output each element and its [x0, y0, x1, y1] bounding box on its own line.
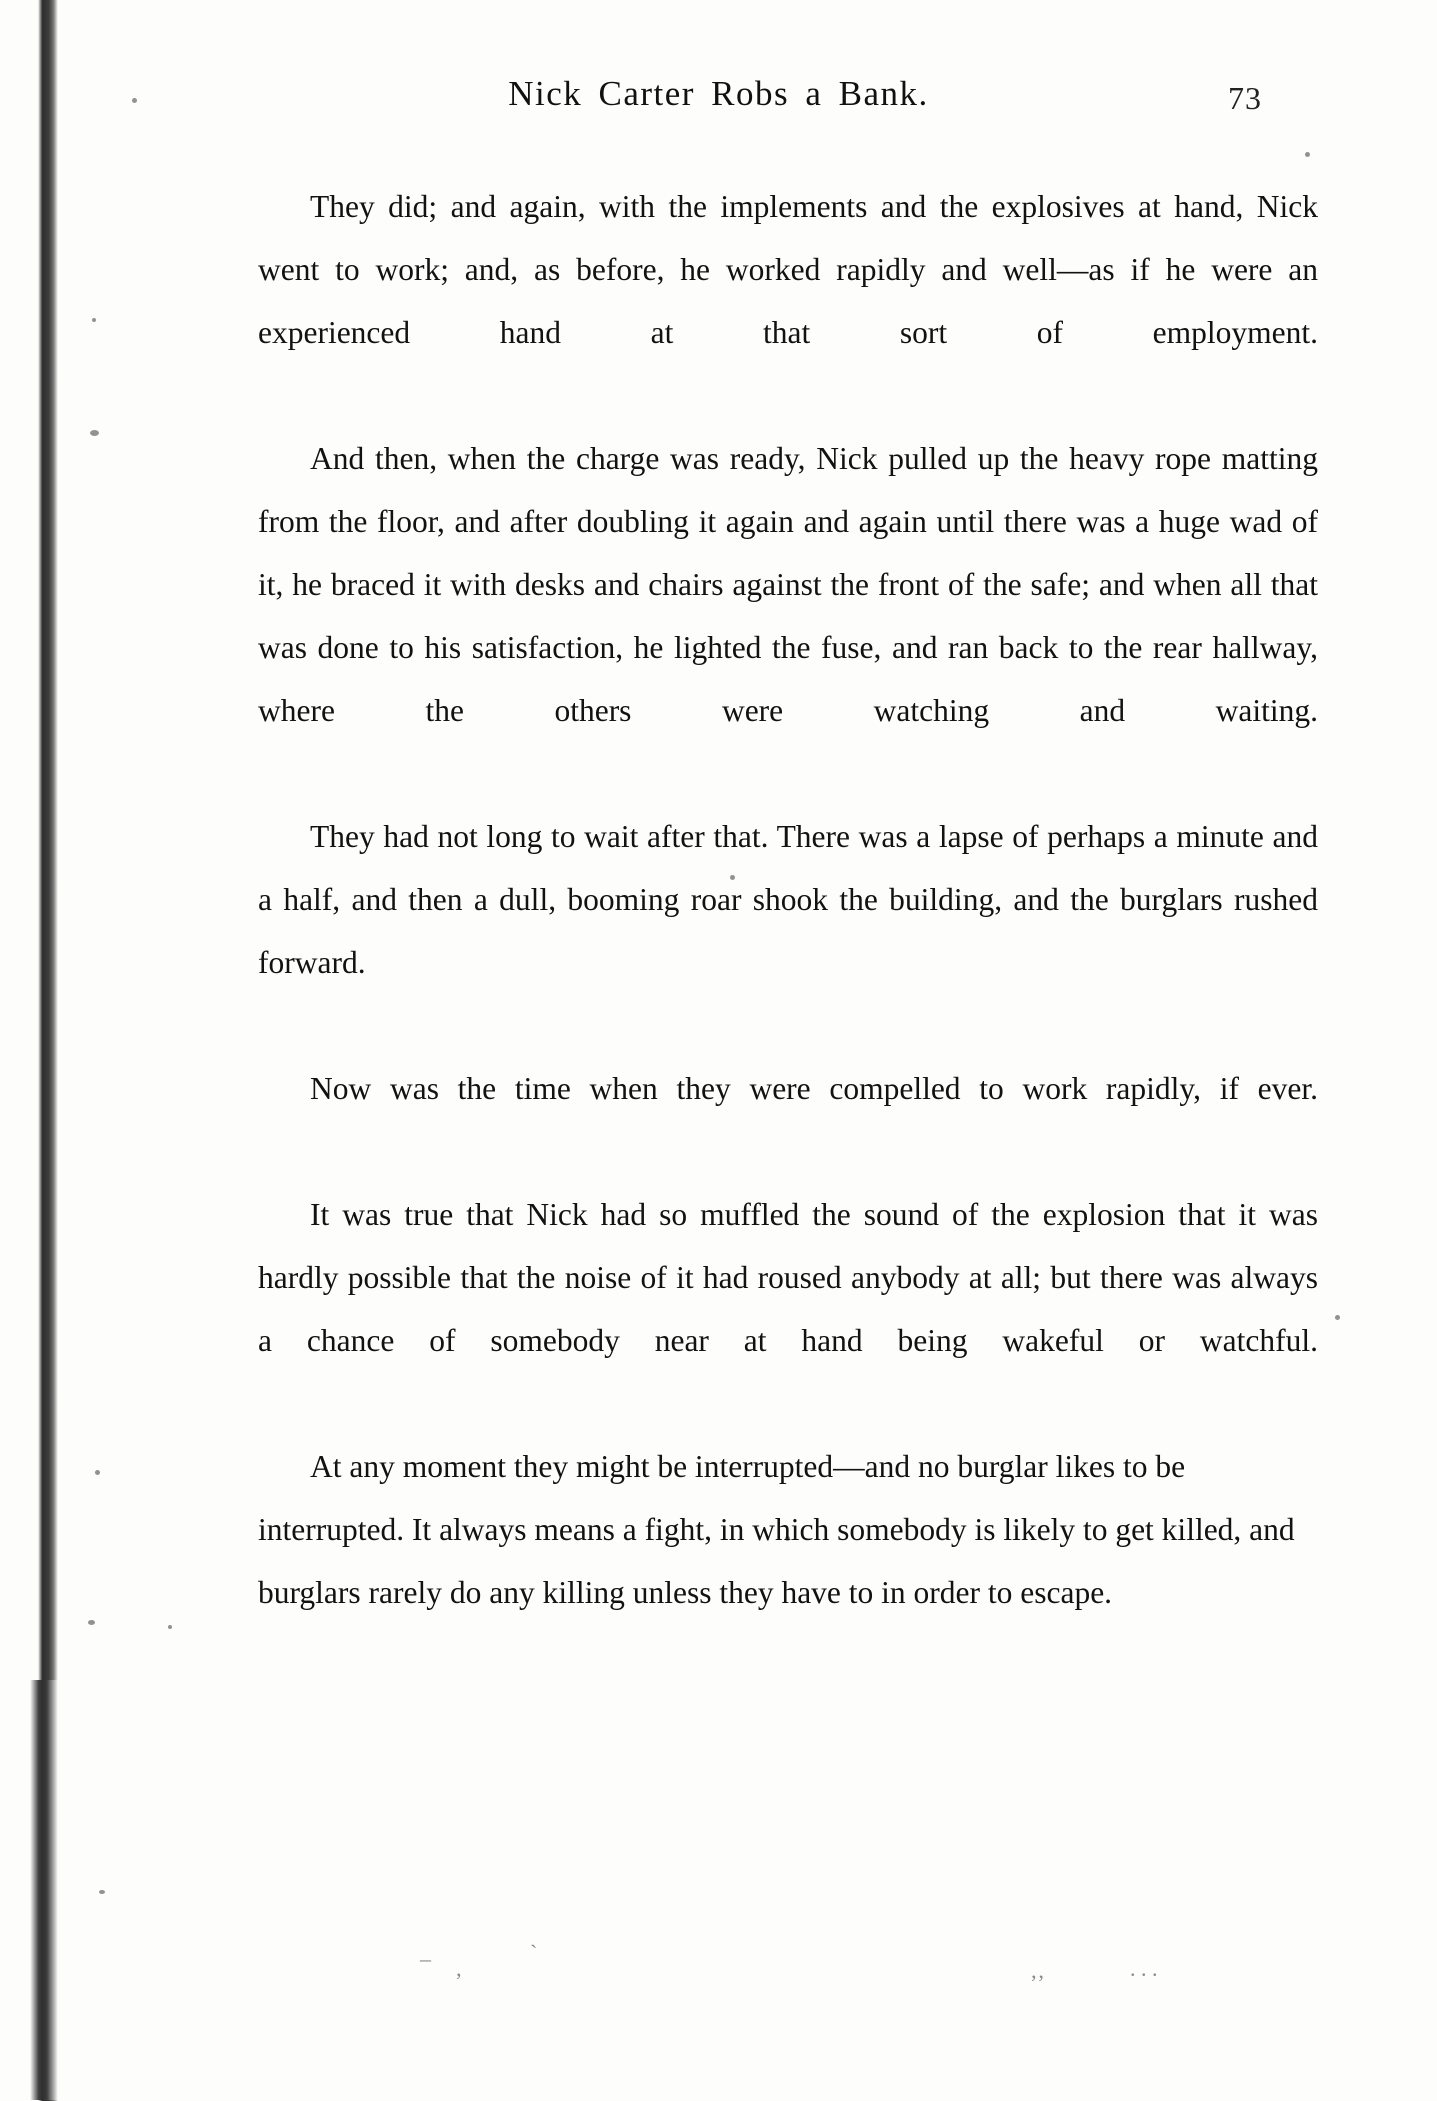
body-text	[258, 175, 1318, 1687]
paragraph: And then, when the charge was ready, Nick pulled up the heavy rope matting from the floor, and after doubling it again and again until there was a huge wad of it, he braced it with desks and chairs against the front of the safe; and when all that was done to his satisfaction, he lighted the fuse, and ran back to the rear hallway, where the others were watching and waiting.	[258, 441, 1318, 728]
scan-mark: –	[420, 1946, 431, 1971]
paragraph: They did; and again, with the implements and the explosives at hand, Nick went to work; and, as before, he worked rapidly and well—as if he were an experienced hand at that sort of employment.	[258, 189, 1318, 350]
paragraph: Now was the time when they were compelled to work rapidly, if ever.	[310, 1071, 1318, 1106]
running-title: Nick Carter Robs a Bank.	[508, 74, 929, 113]
scan-mark: . . .	[1130, 1956, 1158, 1981]
page-number: 73	[1228, 80, 1262, 116]
footer-scan-marks	[0, 1940, 1437, 2000]
paragraph: It was true that Nick had so muffled the sound of the explosion that it was hardly possible that the noise of it had roused anybody at all; but there was always a chance of somebody near at hand being wakeful or watchful.	[258, 1197, 1318, 1358]
scan-mark: `	[530, 1940, 538, 1965]
scan-mark: ‚	[455, 1956, 463, 1981]
paragraph: They had not long to wait after that. There was a lapse of perhaps a minute and a half, and then a dull, booming roar shook the building, and the burglars rushed forward.	[258, 819, 1318, 980]
scan-mark: ‚‚	[1030, 1958, 1045, 1983]
page-header	[0, 74, 1437, 134]
paragraph: At any moment they might be interrupted—and no burglar likes to be interrupted. It always means a fight, in which somebody is likely to get killed, and burglars rarely do any killing unless they have to in order to escape.	[258, 1449, 1295, 1610]
